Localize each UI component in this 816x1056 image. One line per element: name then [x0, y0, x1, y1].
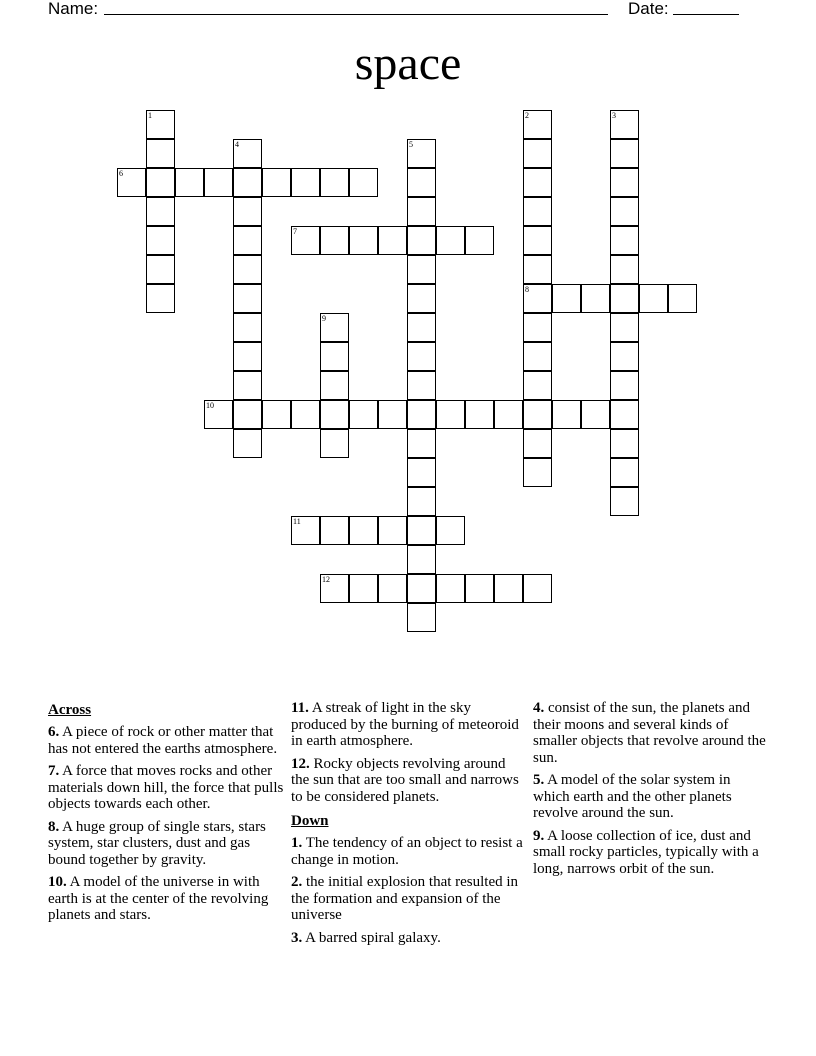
grid-cell[interactable] — [523, 139, 552, 168]
clue-item-number: 4. — [533, 700, 545, 716]
down-clue-list-continued — [533, 700, 769, 877]
clue-item-text: A streak of light in the sky produced by the burning of meteoroid in earth atmosphere. — [291, 700, 519, 749]
grid-cell[interactable] — [378, 226, 407, 255]
clue-item — [533, 700, 769, 766]
across-clue-list — [48, 724, 284, 924]
name-label: Name: — [48, 0, 99, 18]
clue-item — [48, 763, 284, 813]
grid-cell[interactable] — [407, 371, 436, 400]
clue-item — [291, 930, 527, 947]
grid-cell[interactable] — [378, 574, 407, 603]
grid-cell[interactable] — [233, 139, 262, 168]
grid-cell[interactable] — [378, 400, 407, 429]
grid-cell[interactable] — [523, 429, 552, 458]
grid-cell[interactable] — [320, 400, 349, 429]
grid-cell[interactable] — [523, 110, 552, 139]
clue-item-text: A huge group of single stars, stars system, star clusters, dust and gas bound together by gravity. — [48, 818, 266, 868]
grid-cell[interactable] — [349, 400, 378, 429]
across-heading: Across — [48, 702, 92, 718]
clue-column-1 — [48, 700, 284, 930]
clue-item-text: Rocky objects revolving around the sun that are too small and narrows to be considered planets. — [291, 755, 519, 805]
grid-cell[interactable] — [407, 487, 436, 516]
grid-cell[interactable] — [436, 400, 465, 429]
clue-item — [533, 828, 769, 878]
grid-cell[interactable] — [494, 400, 523, 429]
clue-column-2 — [291, 700, 527, 952]
grid-cell[interactable] — [610, 139, 639, 168]
grid-cell[interactable] — [233, 313, 262, 342]
clue-item-text: the initial explosion that resulted in the formation and expansion of the universe — [291, 874, 519, 923]
grid-cell[interactable] — [146, 168, 175, 197]
grid-cell[interactable] — [407, 226, 436, 255]
grid-cell[interactable] — [320, 226, 349, 255]
clue-item-number: 8. — [48, 818, 60, 835]
clue-item-text: A model of the universe in with earth is at the center of the revolving planets and stars. — [48, 874, 269, 923]
clue-item-text: consist of the sun, the planets and their moons and several kinds of smaller objects that revolve around the sun. — [533, 700, 766, 766]
clue-item — [291, 756, 527, 806]
clue-item-number: 3. — [291, 929, 303, 946]
grid-cell[interactable] — [436, 516, 465, 545]
grid-cell[interactable] — [407, 545, 436, 574]
grid-cell[interactable] — [610, 487, 639, 516]
clue-number: 2 — [525, 111, 529, 120]
grid-cell[interactable] — [146, 226, 175, 255]
grid-cell[interactable] — [610, 400, 639, 429]
down-heading: Down — [291, 813, 329, 829]
grid-cell[interactable] — [523, 284, 552, 313]
grid-cell[interactable] — [581, 400, 610, 429]
grid-cell[interactable] — [610, 284, 639, 313]
clue-item-number: 5. — [533, 772, 545, 788]
grid-cell[interactable] — [378, 516, 407, 545]
clue-item — [533, 772, 769, 822]
grid-cell[interactable] — [349, 574, 378, 603]
grid-cell[interactable] — [523, 226, 552, 255]
grid-cell[interactable] — [465, 400, 494, 429]
grid-cell[interactable] — [407, 197, 436, 226]
grid-cell[interactable] — [233, 429, 262, 458]
grid-cell[interactable] — [407, 342, 436, 371]
clue-item-number: 2. — [291, 874, 303, 890]
grid-cell[interactable] — [146, 139, 175, 168]
grid-cell[interactable] — [610, 226, 639, 255]
clue-number: 3 — [612, 111, 616, 120]
grid-cell[interactable] — [146, 255, 175, 284]
clue-number: 7 — [293, 227, 297, 236]
grid-cell[interactable] — [291, 516, 320, 545]
clue-item-number: 7. — [48, 763, 60, 779]
grid-cell[interactable] — [262, 400, 291, 429]
grid-cell[interactable] — [494, 574, 523, 603]
grid-cell[interactable] — [523, 197, 552, 226]
clue-item-number: 12. — [291, 755, 310, 772]
clue-number: 10 — [206, 401, 214, 410]
grid-cell[interactable] — [407, 458, 436, 487]
clue-item-number: 9. — [533, 827, 545, 844]
clue-item-text: A loose collection of ice, dust and small rocky particles, typically with a long, narrows orbit of the sun. — [533, 827, 759, 877]
grid-cell[interactable] — [233, 400, 262, 429]
grid-cell[interactable] — [465, 226, 494, 255]
grid-cell[interactable] — [552, 400, 581, 429]
clue-number: 11 — [293, 517, 301, 526]
puzzle-title: space — [354, 37, 462, 90]
grid-cell[interactable] — [436, 574, 465, 603]
clue-item-text: A force that moves rocks and other materials down hill, the force that pulls objects towards each other. — [48, 763, 284, 812]
grid-cell[interactable] — [610, 458, 639, 487]
grid-cell[interactable] — [233, 168, 262, 197]
clue-item — [48, 724, 284, 757]
grid-cell[interactable] — [523, 400, 552, 429]
grid-cell[interactable] — [291, 400, 320, 429]
clue-item-number: 11. — [291, 700, 309, 716]
grid-cell[interactable] — [523, 313, 552, 342]
grid-cell[interactable] — [552, 284, 581, 313]
grid-cell[interactable] — [407, 313, 436, 342]
clue-item — [48, 819, 284, 869]
grid-cell[interactable] — [233, 255, 262, 284]
grid-cell[interactable] — [320, 371, 349, 400]
grid-cell[interactable] — [291, 168, 320, 197]
clue-number: 6 — [119, 169, 123, 178]
grid-cell[interactable] — [204, 400, 233, 429]
grid-cell[interactable] — [610, 255, 639, 284]
grid-cell[interactable] — [465, 574, 494, 603]
clue-item-number: 6. — [48, 724, 60, 740]
grid-cell[interactable] — [146, 110, 175, 139]
grid-cell[interactable] — [523, 458, 552, 487]
grid-cell[interactable] — [523, 255, 552, 284]
grid-cell[interactable] — [407, 168, 436, 197]
clue-item-text: A model of the solar system in which earth and the other planets revolve around the sun. — [533, 772, 732, 821]
clue-number: 9 — [322, 314, 326, 323]
grid-cell[interactable] — [233, 371, 262, 400]
grid-cell[interactable] — [320, 574, 349, 603]
clue-item — [48, 874, 284, 924]
grid-cell[interactable] — [610, 371, 639, 400]
grid-cell[interactable] — [436, 226, 465, 255]
clue-item — [291, 700, 527, 750]
grid-cell[interactable] — [407, 574, 436, 603]
clue-number: 5 — [409, 140, 413, 149]
grid-cell[interactable] — [320, 342, 349, 371]
grid-cell[interactable] — [610, 197, 639, 226]
grid-cell[interactable] — [349, 516, 378, 545]
clue-item-number: 10. — [48, 874, 67, 890]
grid-cell[interactable] — [349, 226, 378, 255]
grid-cell[interactable] — [407, 603, 436, 632]
clue-number: 4 — [235, 140, 239, 149]
date-label: Date: — [628, 0, 669, 18]
grid-cell[interactable] — [233, 197, 262, 226]
grid-cell[interactable] — [117, 168, 146, 197]
grid-cell[interactable] — [349, 168, 378, 197]
grid-cell[interactable] — [146, 284, 175, 313]
grid-cell[interactable] — [610, 168, 639, 197]
grid-cell[interactable] — [175, 168, 204, 197]
clue-item-number: 1. — [291, 835, 303, 851]
grid-cell[interactable] — [407, 516, 436, 545]
grid-cell[interactable] — [610, 313, 639, 342]
grid-cell[interactable] — [610, 342, 639, 371]
grid-cell[interactable] — [233, 342, 262, 371]
grid-cell[interactable] — [233, 226, 262, 255]
grid-cell[interactable] — [291, 226, 320, 255]
grid-cell[interactable] — [320, 168, 349, 197]
across-clue-list-continued — [291, 700, 527, 805]
grid-cell[interactable] — [204, 168, 233, 197]
grid-cell[interactable] — [320, 516, 349, 545]
grid-cell[interactable] — [320, 429, 349, 458]
down-clue-list — [291, 835, 527, 946]
clue-item — [291, 874, 527, 924]
grid-cell[interactable] — [320, 313, 349, 342]
clue-item — [291, 835, 527, 868]
grid-cell[interactable] — [610, 110, 639, 139]
grid-cell[interactable] — [523, 574, 552, 603]
clue-number: 12 — [322, 575, 330, 584]
grid-cell[interactable] — [523, 168, 552, 197]
grid-cell[interactable] — [610, 429, 639, 458]
grid-cell[interactable] — [407, 255, 436, 284]
grid-cell[interactable] — [233, 284, 262, 313]
grid-cell[interactable] — [407, 284, 436, 313]
clue-number: 8 — [525, 285, 529, 294]
grid-cell[interactable] — [262, 168, 291, 197]
clue-number: 1 — [148, 111, 152, 120]
grid-cell[interactable] — [581, 284, 610, 313]
clue-item-text: A piece of rock or other matter that has not entered the earths atmosphere. — [48, 724, 278, 757]
grid-cell[interactable] — [407, 139, 436, 168]
grid-cell[interactable] — [523, 342, 552, 371]
grid-cell[interactable] — [146, 197, 175, 226]
grid-cell[interactable] — [523, 371, 552, 400]
grid-cell[interactable] — [407, 400, 436, 429]
grid-cell[interactable] — [668, 284, 697, 313]
clue-item-text: The tendency of an object to resist a change in motion. — [291, 835, 523, 868]
grid-cell[interactable] — [407, 429, 436, 458]
grid-cell[interactable] — [639, 284, 668, 313]
clue-item-text: A barred spiral galaxy. — [302, 929, 441, 946]
clue-column-3 — [533, 700, 769, 883]
